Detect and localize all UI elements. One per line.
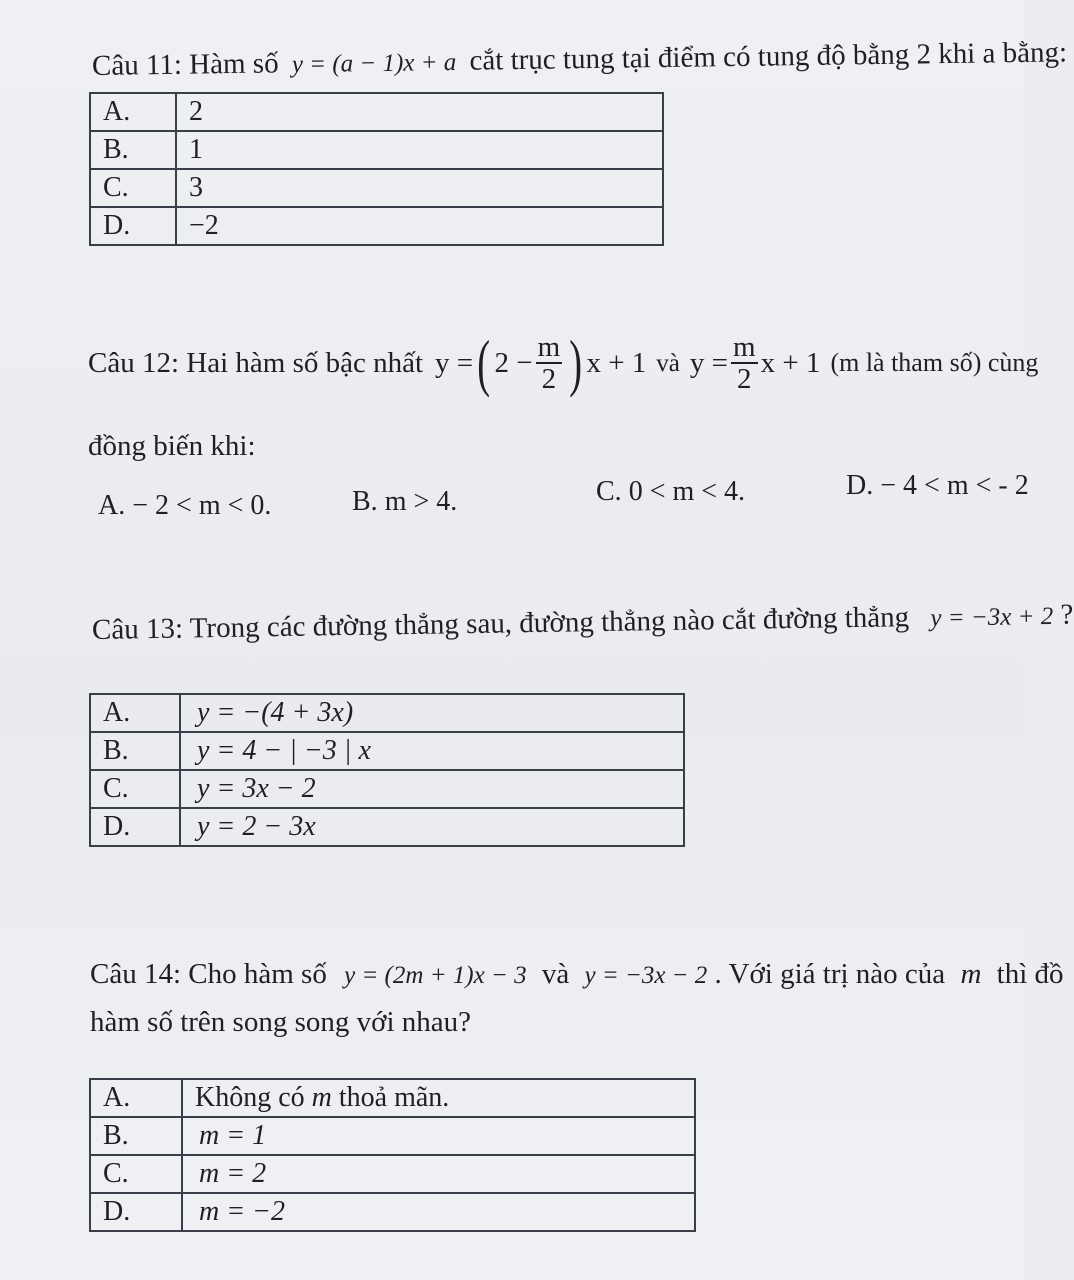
fraction-m-over-2 (536, 332, 563, 395)
question-14-options-table (89, 1078, 696, 1232)
question-14-text (90, 960, 1064, 989)
option-value: − 2 < m < 0. (132, 490, 272, 521)
option-value: y = 2 − 3x (180, 808, 684, 846)
question-12-option-c[interactable] (596, 476, 745, 508)
option-value: y = −(4 + 3x) (180, 694, 684, 732)
table-row[interactable] (90, 694, 684, 732)
question-11-formula: y = (a − 1)x + a (291, 48, 457, 79)
option-label: B. (90, 131, 176, 169)
question-12-suffix: (m là tham số) cùng (830, 348, 1039, 377)
question-12-line-2: đồng biến khi: (88, 430, 256, 462)
option-value: m > 4. (384, 486, 458, 517)
option-value: 3 (176, 169, 663, 207)
question-13-formula: y = −3x + 2 (930, 602, 1054, 632)
option-label: C. (90, 1155, 182, 1193)
question-11-suffix: cắt trục tung tại điểm có tung độ bằng 2 khi a bằng: (469, 36, 1068, 77)
question-14-prefix: Câu 14: Cho hàm số (90, 958, 327, 990)
question-13-prefix: Câu 13: Trong các đường thẳng sau, đường thẳng nào cắt đường thẳng (91, 601, 910, 646)
question-12-text (88, 318, 1038, 408)
option-label: B. (90, 732, 180, 770)
right-paren: ) (569, 327, 583, 398)
option-label: B. (352, 486, 378, 517)
question-13-options-table (89, 693, 685, 847)
option-label: A. (90, 694, 180, 732)
option-value: m = −2 (182, 1193, 695, 1231)
question-12-prefix: Câu 12: Hai hàm số bậc nhất (88, 346, 424, 379)
option-value (182, 1079, 695, 1117)
question-12-f1-lhs: y = (435, 346, 474, 379)
question-14-line-2: hàm số trên song song với nhau? (90, 1006, 472, 1038)
question-12-option-a[interactable] (98, 490, 271, 522)
option-value-text: Không có (195, 1082, 305, 1113)
question-11-prefix: Câu 11: Hàm số (91, 47, 279, 82)
option-label: C. (90, 770, 180, 808)
option-value-var: m (311, 1082, 332, 1113)
question-14-mid: . Với giá trị nào của (714, 958, 946, 990)
question-14-var: m (960, 958, 982, 990)
option-value-end: thoả mãn. (338, 1082, 450, 1113)
option-value: y = 4 − | −3 | x (180, 732, 684, 770)
table-row[interactable] (90, 207, 663, 245)
option-value: 1 (176, 131, 663, 169)
option-value: m = 1 (182, 1117, 695, 1155)
question-12-option-d[interactable] (846, 470, 1029, 502)
question-11-text (92, 38, 1067, 81)
question-14-f2: y = −3x − 2 (584, 962, 708, 989)
question-12-option-b[interactable] (352, 486, 457, 518)
question-12-f2-rhs: x + 1 (760, 346, 821, 379)
question-14-conj: và (541, 958, 570, 990)
option-label: A. (90, 93, 176, 131)
option-value: 2 (176, 93, 663, 131)
question-12-conj: và (656, 349, 680, 377)
table-row[interactable] (90, 808, 684, 846)
option-value: y = 3x − 2 (180, 770, 684, 808)
option-value: m = 2 (182, 1155, 695, 1193)
table-row[interactable] (90, 1193, 695, 1231)
left-paren: ( (477, 327, 491, 398)
fraction-denominator: 2 (737, 363, 752, 395)
option-value: − 4 < m < - 2 (880, 470, 1029, 501)
question-14-f1: y = (2m + 1)x − 3 (344, 962, 527, 989)
fraction-numerator: m (733, 330, 756, 363)
option-label: D. (90, 207, 176, 245)
table-row[interactable] (90, 732, 684, 770)
question-13-suffix: ? (1060, 598, 1074, 631)
table-row[interactable] (90, 1079, 695, 1117)
question-13-text (91, 598, 1074, 646)
question-14-suffix: thì đồ (996, 958, 1064, 990)
option-label: D. (90, 1193, 182, 1231)
option-label: D. (90, 808, 180, 846)
option-label: C. (90, 169, 176, 207)
option-label: A. (98, 490, 126, 521)
question-12-f1-rhs: x + 1 (586, 346, 647, 379)
option-label: C. (596, 476, 622, 507)
table-row[interactable] (90, 1155, 695, 1193)
question-12-f1-inner: 2 − (494, 346, 533, 379)
table-row[interactable] (90, 93, 663, 131)
fraction-numerator: m (537, 330, 561, 363)
table-row[interactable] (90, 770, 684, 808)
table-row[interactable] (90, 131, 663, 169)
table-row[interactable] (90, 169, 663, 207)
option-label: B. (90, 1117, 182, 1155)
option-value: −2 (176, 207, 663, 245)
fraction-m-over-2 (731, 332, 758, 395)
option-label: D. (846, 470, 874, 501)
option-value: 0 < m < 4. (628, 476, 746, 507)
question-11-options-table (89, 92, 664, 246)
table-row[interactable] (90, 1117, 695, 1155)
fraction-denominator: 2 (541, 363, 557, 395)
option-label: A. (90, 1079, 182, 1117)
question-12-f2-lhs: y = (689, 346, 729, 379)
